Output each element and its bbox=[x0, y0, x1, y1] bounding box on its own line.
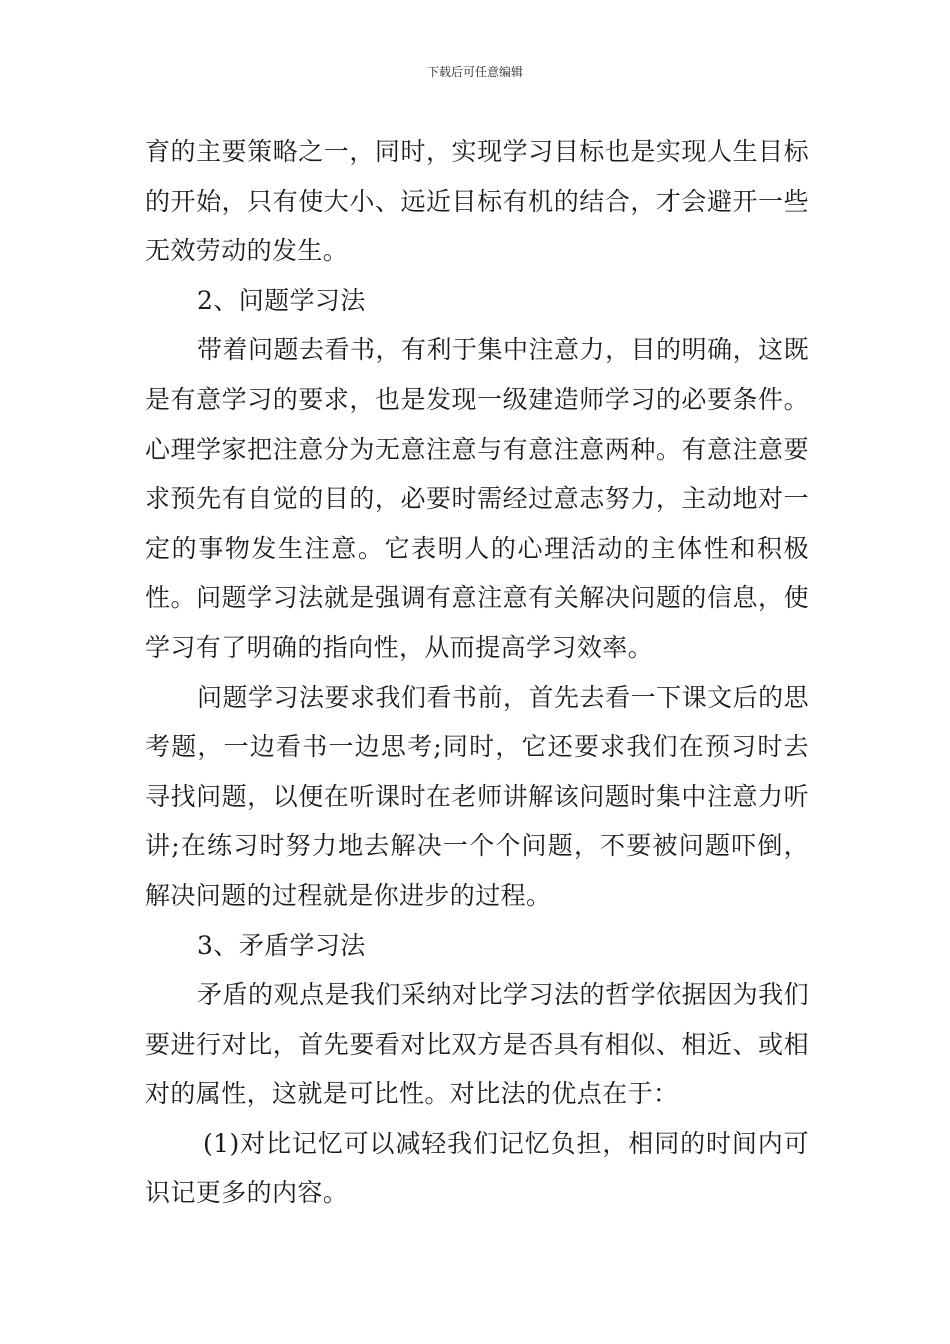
page-header: 下载后可任意编辑 bbox=[426, 65, 523, 79]
paragraph: 矛盾的观点是我们采纳对比学习法的哲学依据因为我们要进行对比，首先要看对比双方是否具有相似、相近、或相对的属性，这就是可比性。对比法的优点在于： bbox=[145, 980, 809, 1109]
list-item: (1)对比记忆可以减轻我们记忆负担，相同的时间内可识记更多的内容。 bbox=[145, 1128, 809, 1208]
section-heading-problem-learning: 2、问题学习法 bbox=[197, 285, 366, 315]
paragraph-continuation: 育的主要策略之一，同时，实现学习目标也是实现人生目标的开始，只有使大小、远近目标有机的结合，才会避开一些无效劳动的发生。 bbox=[145, 137, 809, 266]
section-heading-contradiction-learning: 3、矛盾学习法 bbox=[197, 930, 366, 960]
paragraph: 问题学习法要求我们看书前，首先去看一下课文后的思考题，一边看书一边思考;同时，它还要求我们在预习时去寻找问题，以便在听课时在老师讲解该问题时集中注意力听讲;在练习时努力地去解决一个个问题，不要被问题吓倒，解决问题的过程就是你进步的过程。 bbox=[145, 682, 809, 910]
document-body bbox=[145, 127, 809, 1218]
paragraph: 带着问题去看书，有利于集中注意力，目的明确，这既是有意学习的要求，也是发现一级建造师学习的必要条件。心理学家把注意分为无意注意与有意注意两种。有意注意要求预先有自觉的目的，必要时需经过意志努力，主动地对一定的事物发生注意。它表明人的心理活动的主体性和积极性。问题学习法就是强调有意注意有关解决问题的信息，使学习有了明确的指向性，从而提高学习效率。 bbox=[145, 335, 809, 662]
